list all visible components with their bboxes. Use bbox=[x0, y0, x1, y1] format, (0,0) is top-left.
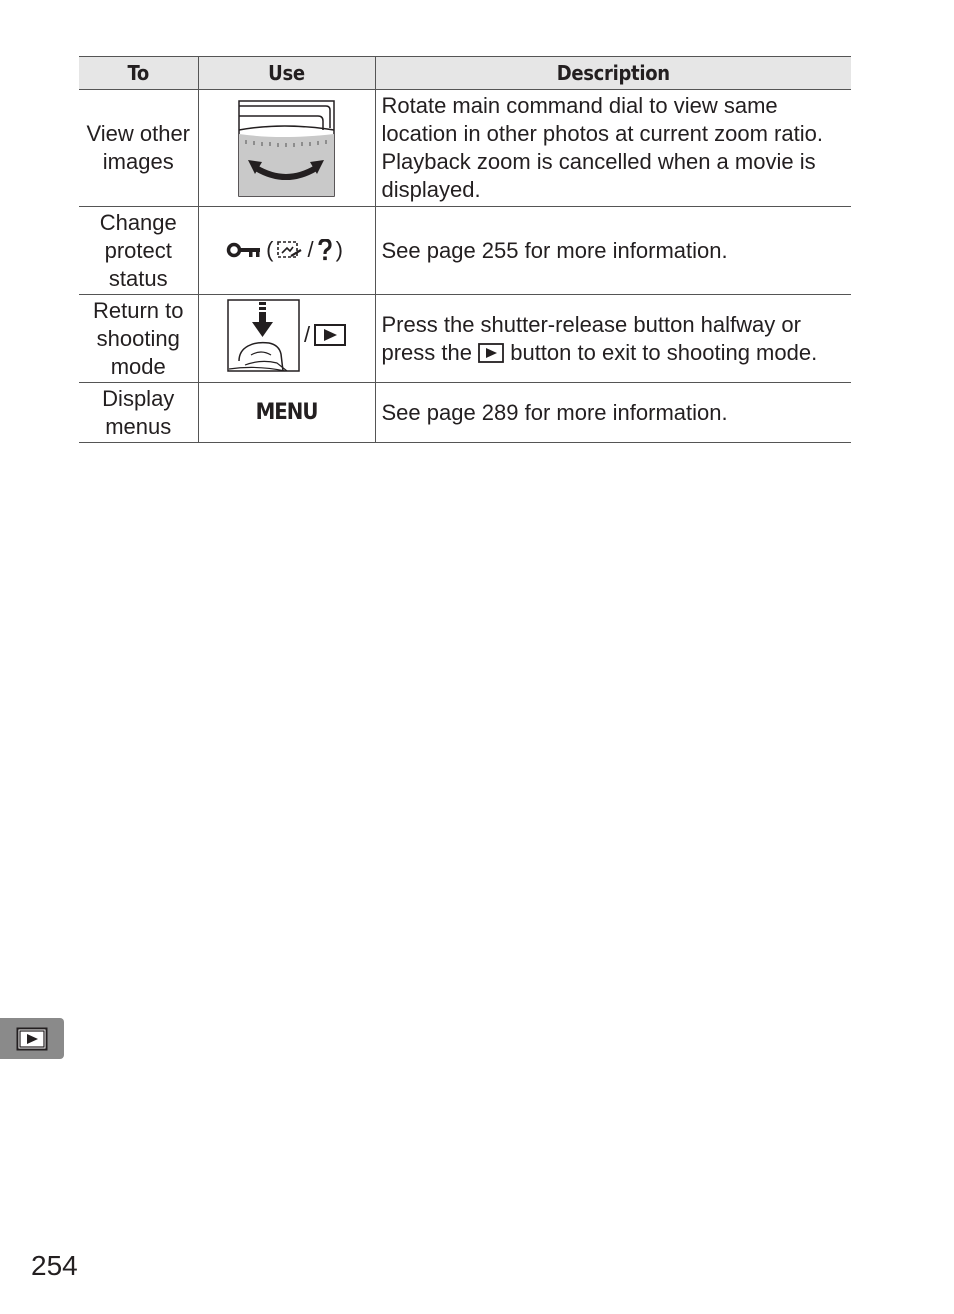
row-to: Return to shooting mode bbox=[79, 295, 198, 383]
table-row bbox=[79, 295, 851, 383]
protect-key-icon bbox=[226, 241, 262, 259]
row-use bbox=[198, 383, 375, 443]
description-text: button to exit to shooting mode. bbox=[504, 339, 818, 365]
section-tab bbox=[0, 1018, 64, 1059]
table-row bbox=[79, 383, 851, 443]
table-header-row bbox=[79, 57, 851, 90]
row-description: See page 255 for more information. bbox=[375, 207, 851, 295]
help-icon bbox=[318, 239, 332, 261]
row-to: View other images bbox=[79, 90, 198, 207]
page-number: 254 bbox=[31, 1250, 78, 1281]
main-command-dial-icon bbox=[238, 100, 335, 197]
retouch-icon bbox=[277, 240, 303, 260]
row-use bbox=[198, 207, 375, 295]
controls-table bbox=[79, 56, 851, 443]
row-description bbox=[375, 295, 851, 383]
header-to: To bbox=[79, 57, 198, 90]
menu-button-label: MENU bbox=[255, 400, 318, 425]
table-row bbox=[79, 207, 851, 295]
row-to: Change protect status bbox=[79, 207, 198, 295]
description-text: Press the shutter-release button halfway or press the bbox=[381, 311, 801, 365]
use-open-paren: ( bbox=[266, 236, 274, 262]
table-row bbox=[79, 90, 851, 207]
playback-tab-icon bbox=[16, 1027, 48, 1051]
header-use: Use bbox=[198, 57, 375, 90]
playback-button-icon bbox=[314, 324, 346, 346]
shutter-release-halfway-icon bbox=[227, 299, 300, 372]
use-slash: / bbox=[303, 322, 311, 347]
row-description: See page 289 for more information. bbox=[375, 383, 851, 443]
header-description: Description bbox=[375, 57, 851, 90]
row-description: Rotate main command dial to view same location in other photos at current zoom ratio. Playback zoom is cancelled when a movie is displayed. bbox=[375, 90, 851, 207]
row-use bbox=[198, 295, 375, 383]
use-close-paren: ) bbox=[335, 236, 343, 262]
playback-button-icon bbox=[478, 343, 504, 363]
row-to: Display menus bbox=[79, 383, 198, 443]
use-slash: / bbox=[307, 236, 314, 262]
row-use bbox=[198, 90, 375, 207]
